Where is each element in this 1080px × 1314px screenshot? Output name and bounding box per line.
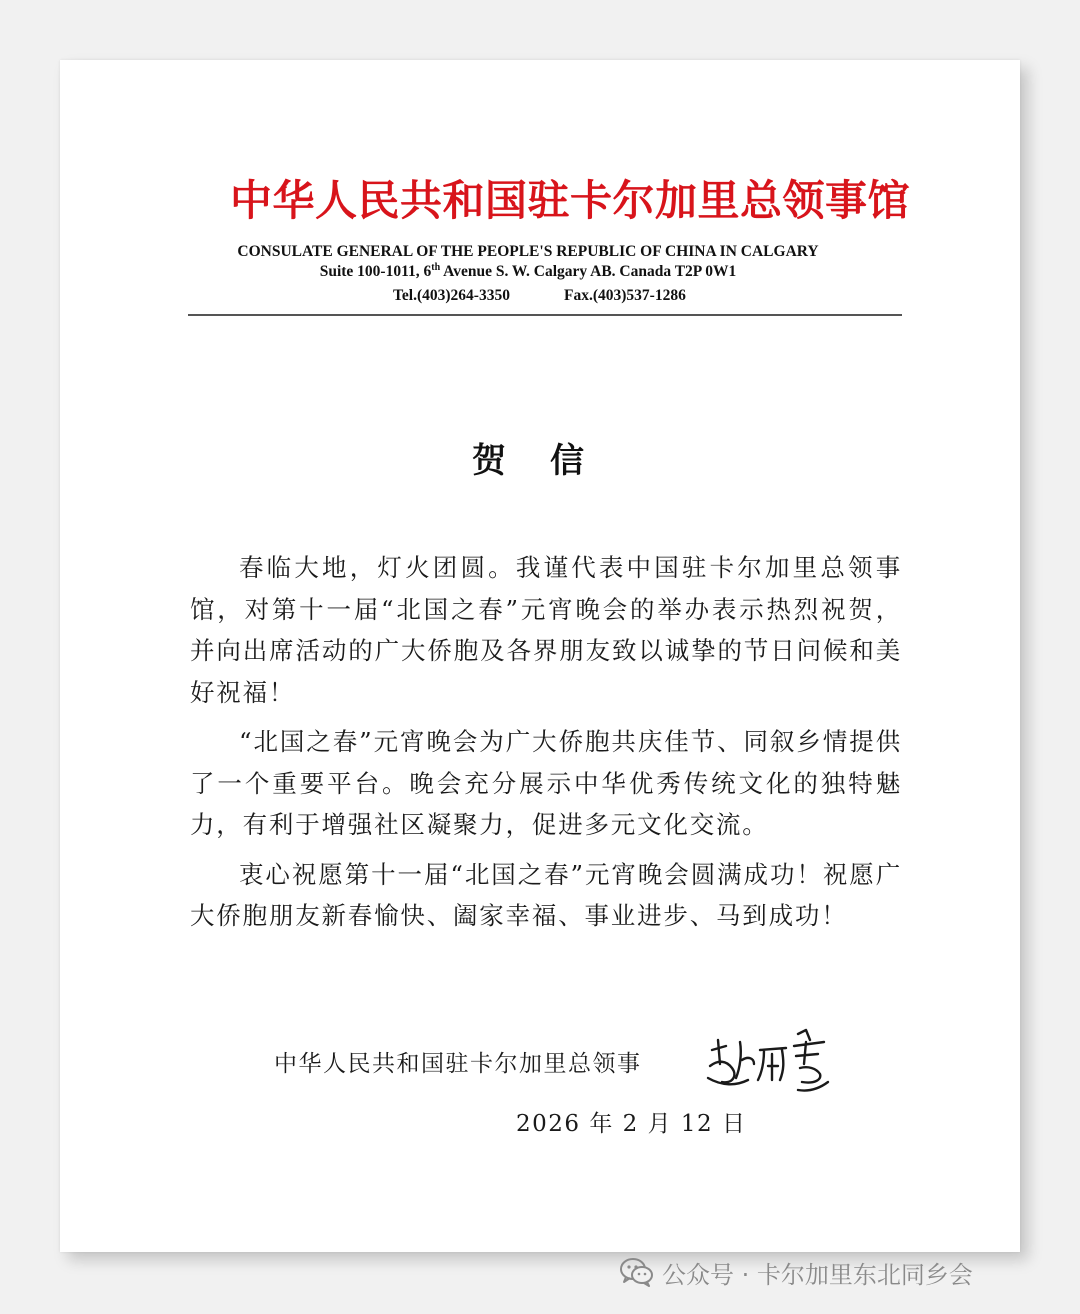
letter-paragraph-3: 衷心祝愿第十一届“北国之春”元宵晚会圆满成功！祝愿广大侨胞朋友新春愉快、阖家幸福、事业进步、马到成功！ bbox=[190, 859, 902, 930]
letter-title: 贺信 bbox=[472, 441, 628, 481]
signer-title: 中华人民共和国驻卡尔加里总领事 bbox=[274, 1051, 642, 1077]
letter-sheet bbox=[60, 60, 1020, 1252]
letter-body bbox=[190, 547, 902, 945]
watermark-text: 公众号 · 卡尔加里东北同乡会 bbox=[662, 1260, 973, 1289]
consulate-chinese-name: 中华人民共和国驻卡尔加里总领事馆 bbox=[230, 176, 911, 225]
address-part-2: Avenue S. W. Calgary AB. Canada T2P 0W1 bbox=[440, 263, 737, 280]
consulate-address bbox=[188, 262, 868, 282]
consulate-english-name: CONSULATE GENERAL OF THE PEOPLE'S REPUBLIC OF CHINA IN CALGARY bbox=[237, 243, 819, 260]
letterhead-divider bbox=[188, 314, 902, 316]
address-superscript: th bbox=[431, 261, 441, 273]
fax-number: Fax.(403)537-1286 bbox=[564, 287, 686, 304]
letter-paragraph-2: “北国之春”元宵晚会为广大侨胞共庆佳节、同叙乡情提供了一个重要平台。晚会充分展示中华优秀传统文化的独特魅力，有利于增强社区凝聚力，促进多元文化交流。 bbox=[190, 727, 902, 839]
address-part-1: Suite 100-1011, 6 bbox=[319, 263, 432, 280]
handwritten-signature bbox=[702, 1020, 832, 1100]
letter-date: 2026 年 2 月 12 日 bbox=[516, 1111, 747, 1137]
telephone-number: Tel.(403)264-3350 bbox=[393, 287, 510, 304]
letter-paragraph-1: 春临大地，灯火团圆。我谨代表中国驻卡尔加里总领事馆，对第十一届“北国之春”元宵晚会的举办表示热烈祝贺，并向出席活动的广大侨胞及各界朋友致以诚挚的节日问候和美好祝福！ bbox=[190, 553, 902, 707]
wechat-icon bbox=[620, 1257, 654, 1287]
wechat-watermark bbox=[620, 1252, 973, 1292]
